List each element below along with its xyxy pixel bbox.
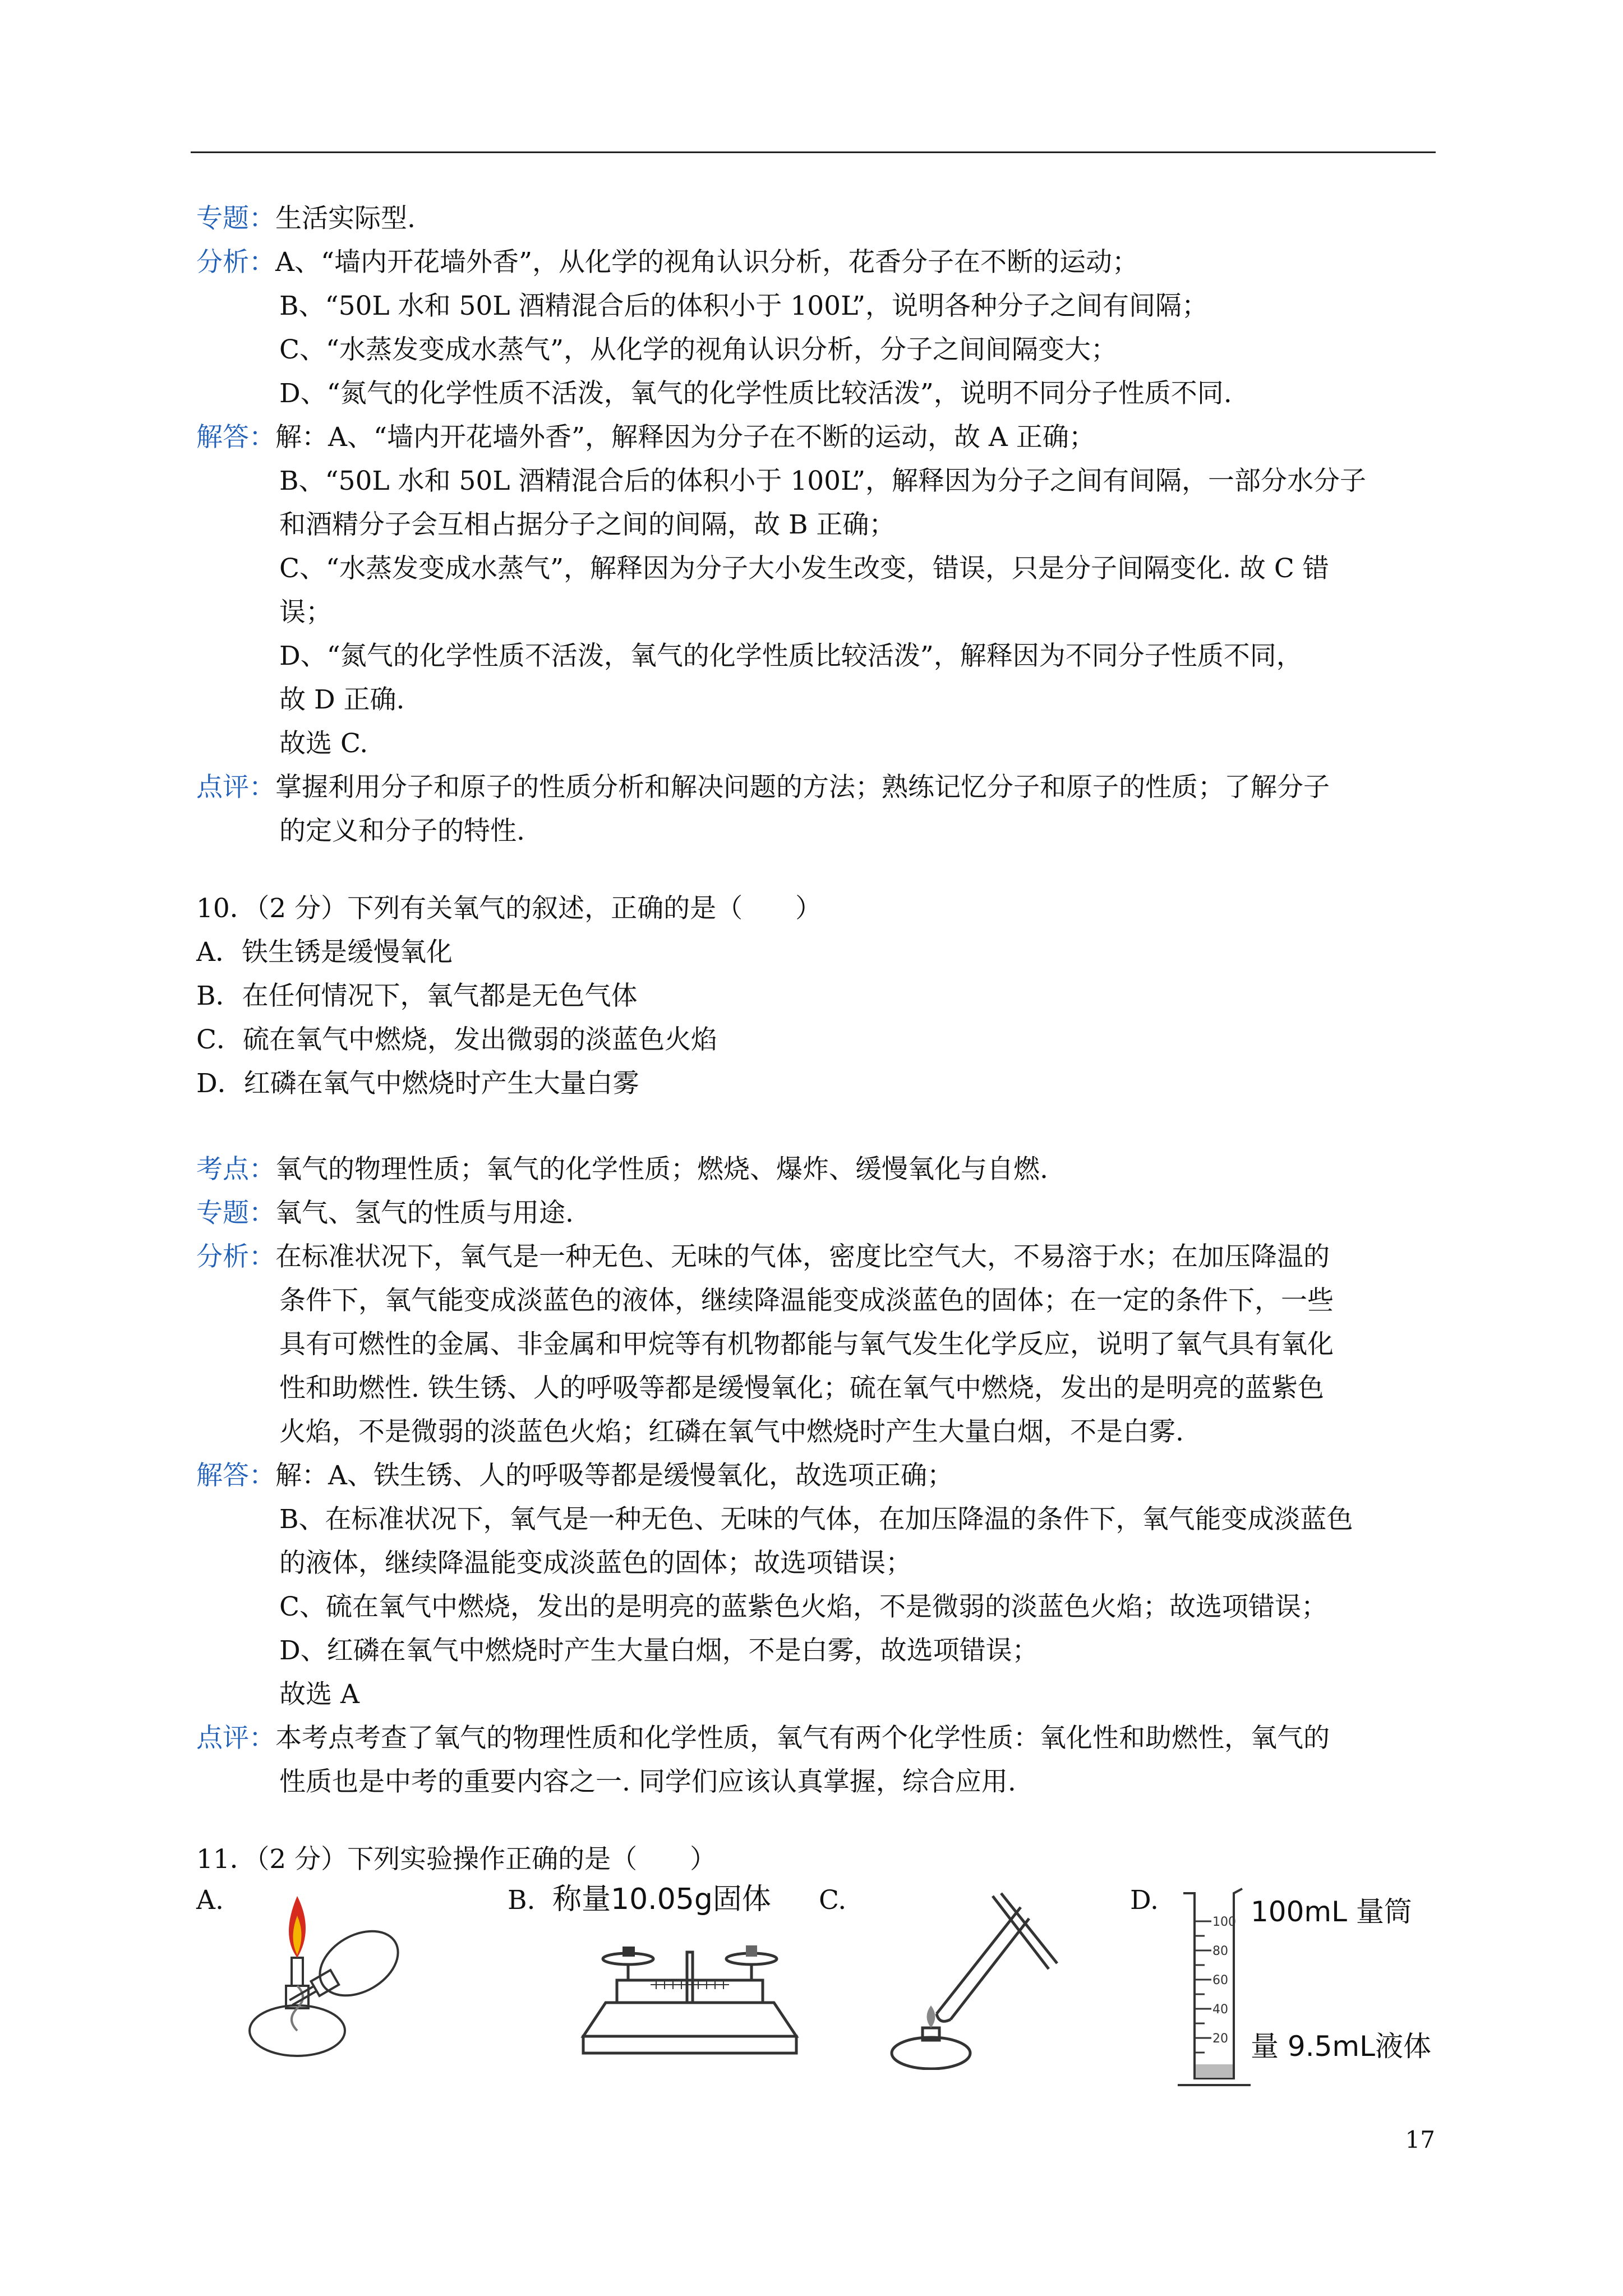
q10-fenxi-1: 分析：在标准状况下，氧气是一种无色、无味的气体，密度比空气大，不易溶于水；在加压降温的	[196, 1241, 1330, 1272]
q10-jieda-3: 的液体，继续降温能变成淡蓝色的固体；故选项错误；	[279, 1548, 912, 1579]
q10-option-d: D．红磷在氧气中燃烧时产生大量白雾	[196, 1068, 639, 1099]
figure-b-caption: 称量10.05g固体	[552, 1883, 771, 1916]
q9-dianping-2: 的定义和分子的特性.	[279, 816, 525, 846]
q9-jieda-5: 误；	[279, 597, 332, 628]
q11-stem: 11．（2 分）下列实验操作正确的是（ ）	[196, 1844, 717, 1875]
q10-option-c: C．硫在氧气中燃烧，发出微弱的淡蓝色火焰	[196, 1024, 717, 1055]
q10-fenxi-3: 具有可燃性的金属、非金属和甲烷等有机物都能与氧气发生化学反应，说明了氧气具有氧化	[279, 1329, 1334, 1360]
label-dianping: 点评：	[196, 772, 275, 803]
q9-fenxi-1: 分析：A、“墙内开花墙外香”，从化学的视角认识分析，花香分子在不断的运动；	[196, 247, 1138, 278]
q9-zhuanti: 专题：生活实际型.	[196, 203, 416, 234]
q9-fenxi-3: C、“水蒸发变成水蒸气”，从化学的视角认识分析，分子之间间隔变大；	[279, 334, 1118, 365]
q10-zhuanti: 专题：氧气、氢气的性质与用途.	[196, 1198, 574, 1228]
tick-40: 40	[1212, 2003, 1228, 2017]
figure-d-caption-bottom: 量 9.5mL液体	[1251, 2030, 1431, 2063]
q9-jieda-1: 解答：解：A、“墙内开花墙外香”，解释因为分子在不断的运动，故 A 正确；	[196, 422, 1095, 453]
q9-fenxi-4: D、“氮气的化学性质不活泼，氧气的化学性质比较活泼”，说明不同分子性质不同.	[279, 378, 1232, 409]
q11-label-b: B.	[508, 1885, 536, 1916]
figure-a-alcohol-lamps	[236, 1890, 415, 2070]
q11-label-a: A.	[196, 1885, 224, 1916]
label-zhuanti: 专题：	[196, 203, 275, 234]
label-fenxi: 分析：	[196, 247, 275, 278]
q10-option-a: A．铁生锈是缓慢氧化	[196, 937, 453, 968]
q10-jieda-2: B、在标准状况下，氧气是一种无色、无味的气体，在加压降温的条件下，氧气能变成淡蓝色	[279, 1504, 1353, 1535]
q9-jieda-3: 和酒精分子会互相占据分子之间的间隔，故 B 正确；	[279, 509, 896, 540]
label-zhuanti-2: 专题：	[196, 1198, 275, 1228]
page-number: 17	[1405, 2126, 1435, 2154]
label-fenxi-2: 分析：	[196, 1241, 275, 1272]
q9-fenxi-2: B、“50L 水和 50L 酒精混合后的体积小于 100L”，说明各种分子之间有间隔；	[279, 291, 1209, 321]
figure-d-caption-top: 100mL 量筒	[1251, 1895, 1412, 1928]
label-jieda-2: 解答：	[196, 1460, 275, 1491]
q10-jieda-4: C、硫在氧气中燃烧，发出的是明亮的蓝紫色火焰，不是微弱的淡蓝色火焰；故选项错误；	[279, 1591, 1327, 1622]
label-jieda: 解答：	[196, 422, 275, 453]
q10-fenxi-4: 性和助燃性. 铁生锈、人的呼吸等都是缓慢氧化；硫在氧气中燃烧，发出的是明亮的蓝紫色	[279, 1373, 1324, 1404]
label-kaodian: 考点：	[196, 1154, 275, 1185]
tick-80: 80	[1212, 1944, 1228, 1958]
figure-b-balance	[572, 1924, 808, 2070]
q9-jieda-6: D、“氮气的化学性质不活泼，氧气的化学性质比较活泼”，解释因为不同分子性质不同，	[279, 641, 1303, 671]
q9-jieda-2: B、“50L 水和 50L 酒精混合后的体积小于 100L”，解释因为分子之间有间隔，一部分水分子	[279, 466, 1367, 496]
label-dianping-2: 点评：	[196, 1723, 275, 1754]
tick-20: 20	[1212, 2032, 1228, 2046]
q10-option-b: B．在任何情况下，氧气都是无色气体	[196, 981, 638, 1011]
q9-dianping-1: 点评：掌握利用分子和原子的性质分析和解决问题的方法；熟练记忆分子和原子的性质；了解分子	[196, 772, 1330, 803]
q10-fenxi-5: 火焰，不是微弱的淡蓝色火焰；红磷在氧气中燃烧时产生大量白烟，不是白雾.	[279, 1416, 1184, 1447]
q10-dianping-2: 性质也是中考的重要内容之一. 同学们应该认真掌握，综合应用.	[279, 1766, 1016, 1797]
q10-jieda-6: 故选 A	[279, 1679, 359, 1710]
q11-label-c: C.	[819, 1885, 847, 1916]
q10-jieda-5: D、红磷在氧气中燃烧时产生大量白烟，不是白雾，故选项错误；	[279, 1635, 1039, 1666]
header-rule	[191, 151, 1436, 153]
q11-label-d: D.	[1130, 1885, 1159, 1916]
tick-60: 60	[1212, 1973, 1228, 1987]
q9-jieda-8: 故选 C.	[279, 728, 368, 759]
q10-fenxi-2: 条件下，氧气能变成淡蓝色的液体，继续降温能变成淡蓝色的固体；在一定的条件下，一些	[279, 1285, 1334, 1316]
figure-d-graduated-cylinder	[1172, 1882, 1262, 2095]
q10-stem: 10．（2 分）下列有关氧气的叙述，正确的是（ ）	[196, 893, 822, 924]
figure-c-heating-tube	[858, 1890, 1060, 2070]
q10-kaodian: 考点：氧气的物理性质；氧气的化学性质；燃烧、爆炸、缓慢氧化与自燃.	[196, 1154, 1048, 1185]
q10-dianping-1: 点评：本考点考查了氧气的物理性质和化学性质，氧气有两个化学性质：氧化性和助燃性，氧气的	[196, 1723, 1330, 1754]
q9-jieda-4: C、“水蒸发变成水蒸气”，解释因为分子大小发生改变，错误，只是分子间隔变化. 故 C 错	[279, 553, 1329, 584]
tick-100: 100	[1212, 1915, 1236, 1929]
q9-jieda-7: 故 D 正确.	[279, 684, 405, 715]
q10-jieda-1: 解答：解：A、铁生锈、人的呼吸等都是缓慢氧化，故选项正确；	[196, 1460, 953, 1491]
